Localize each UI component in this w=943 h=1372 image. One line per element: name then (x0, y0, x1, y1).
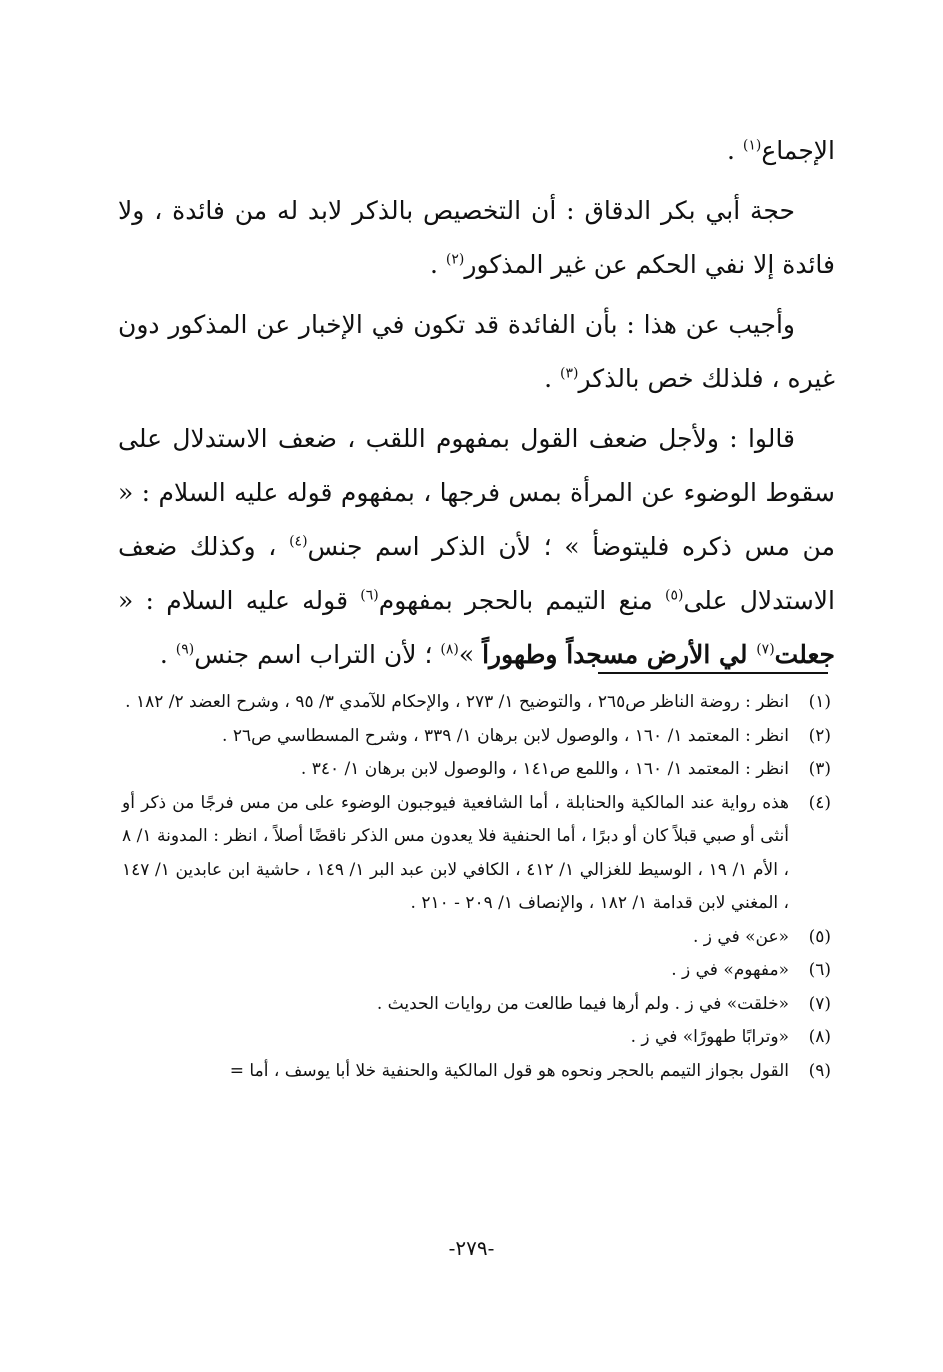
footnote-text: القول بجواز التيمم بالحجر ونحوه هو قول المالكية والحنفية خلا أبا يوسف ، أما = (229, 1060, 789, 1081)
body-paragraph (118, 184, 835, 292)
page-number: -٢٧٩- (448, 1236, 495, 1260)
footnotes (122, 686, 831, 1088)
footnote-number: (٤) (808, 792, 831, 813)
footnote (122, 954, 831, 988)
footnote-number: (٥) (808, 926, 831, 947)
footnote-reference: (١) (742, 137, 762, 154)
footnote-reference: (٨) (440, 641, 459, 658)
paragraph-text: الإجماع (761, 136, 835, 165)
paragraph-text: . (544, 364, 561, 393)
footnote (122, 753, 831, 787)
footnote-number: (٧) (808, 993, 831, 1014)
footnote-text: «عن» في ز . (692, 926, 789, 947)
footnote (122, 787, 831, 921)
body-paragraph (118, 298, 835, 406)
footnote-reference: (٧) (756, 641, 775, 658)
footnote-text: «خلقت» في ز . ولم أرها فيما طالعت من روايات الحديث . (376, 993, 789, 1014)
paragraph-text: » (458, 640, 483, 669)
paragraph-text: ، وكذلك ضعف الاستدلال على (118, 532, 835, 615)
paragraph-text: قالوا : ولأجل ضعف القول بمفهوم اللقب ، ضعف الاستدلال على سقوط الوضوء عن المرأة بمس فرجها ، بمفهوم قوله عليه السلام : « من مس ذكره فليتوضأ » ؛ لأن الذكر اسم جنس (118, 424, 835, 561)
paragraph-text: وأجيب عن هذا : بأن الفائدة قد تكون في الإخبار عن المذكور دون غيره ، فلذلك خص بالذكر (118, 310, 835, 393)
footnote (122, 1021, 831, 1055)
footnote-number: (٦) (808, 960, 831, 980)
hadith-text: جعلت (774, 640, 835, 669)
footnote-text: انظر : المعتمد ١/ ١٦٠ ، واللمع ص١٤١ ، والوصول لابن برهان ١/ ٣٤٠ . (300, 759, 789, 779)
main-text (118, 124, 835, 688)
paragraph-text: . (430, 250, 446, 279)
footnote-number: (٣) (808, 759, 831, 779)
footnote-reference: (٢) (445, 251, 465, 268)
paragraph-text: قوله عليه السلام : « (118, 586, 361, 615)
hadith-text: لي الأرض مسجداً وطهوراً (482, 640, 757, 669)
footnote-separator (598, 672, 828, 674)
footnote-reference: (٣) (560, 365, 579, 382)
footnote-reference: (٤) (289, 533, 308, 550)
paragraph-text: حجة أبي بكر الدقاق : أن التخصيص بالذكر لابد له من فائدة ، ولا فائدة إلا نفي الحكم عن غير المذكور (118, 196, 835, 279)
footnote-number: (٢) (808, 725, 831, 746)
paragraph-text: . (159, 640, 176, 669)
footnote-number: (١) (808, 692, 831, 712)
paragraph-text: . (726, 136, 743, 165)
footnote-reference: (٥) (665, 587, 684, 604)
paragraph-text: منع التيمم بالحجر بمفهوم (378, 586, 665, 615)
footnote (122, 921, 831, 955)
footnote-text: انظر : المعتمد ١/ ١٦٠ ، والوصول لابن برهان ١/ ٣٣٩ ، وشرح المسطاسي ص٢٦ . (222, 725, 789, 746)
body-paragraph (118, 124, 835, 178)
footnote (122, 988, 831, 1022)
footnote-number: (٩) (808, 1060, 831, 1081)
paragraph-text: ؛ لأن التراب اسم جنس (194, 640, 441, 669)
body-paragraph (118, 412, 835, 682)
footnote (122, 686, 831, 720)
footnote-text: انظر : روضة الناظر ص٢٦٥ ، والتوضيح ١/ ٢٧٣ ، والإحكام للآمدي ٣/ ٩٥ ، وشرح العضد ٢/ ١٨٢ . (125, 692, 789, 712)
footnote-reference: (٩) (175, 641, 195, 658)
footnote (122, 720, 831, 754)
footnote (122, 1055, 831, 1089)
footnote-reference: (٦) (360, 587, 379, 604)
footnote-text: هذه رواية عند المالكية والحنابلة ، أما الشافعية فيوجبون الوضوء على من مس فرجًا من ذكر أو أنثى أو صبي قبلاً كان أو دبرًا ، أما الحنفية فلا يعدون مس الذكر ناقضًا أصلاً ، انظر : المدونة ١/ ٨ ، الأم ١/ ١٩ ، الوسيط للغزالي ١/ ٤١٢ ، الكافي لابن عبد البر ١/ ١٤٩ ، حاشية ابن عابدين ١/ ١٤٧ ، المغني لابن قدامة ١/ ١٨٢ ، والإنصاف ١/ ٢٠٩ - ٢١٠ . (122, 792, 789, 913)
footnote-text: «وترابًا طهورًا» في ز . (630, 1027, 789, 1047)
footnote-text: «مفهوم» في ز . (671, 960, 789, 980)
footnote-number: (٨) (808, 1027, 831, 1047)
